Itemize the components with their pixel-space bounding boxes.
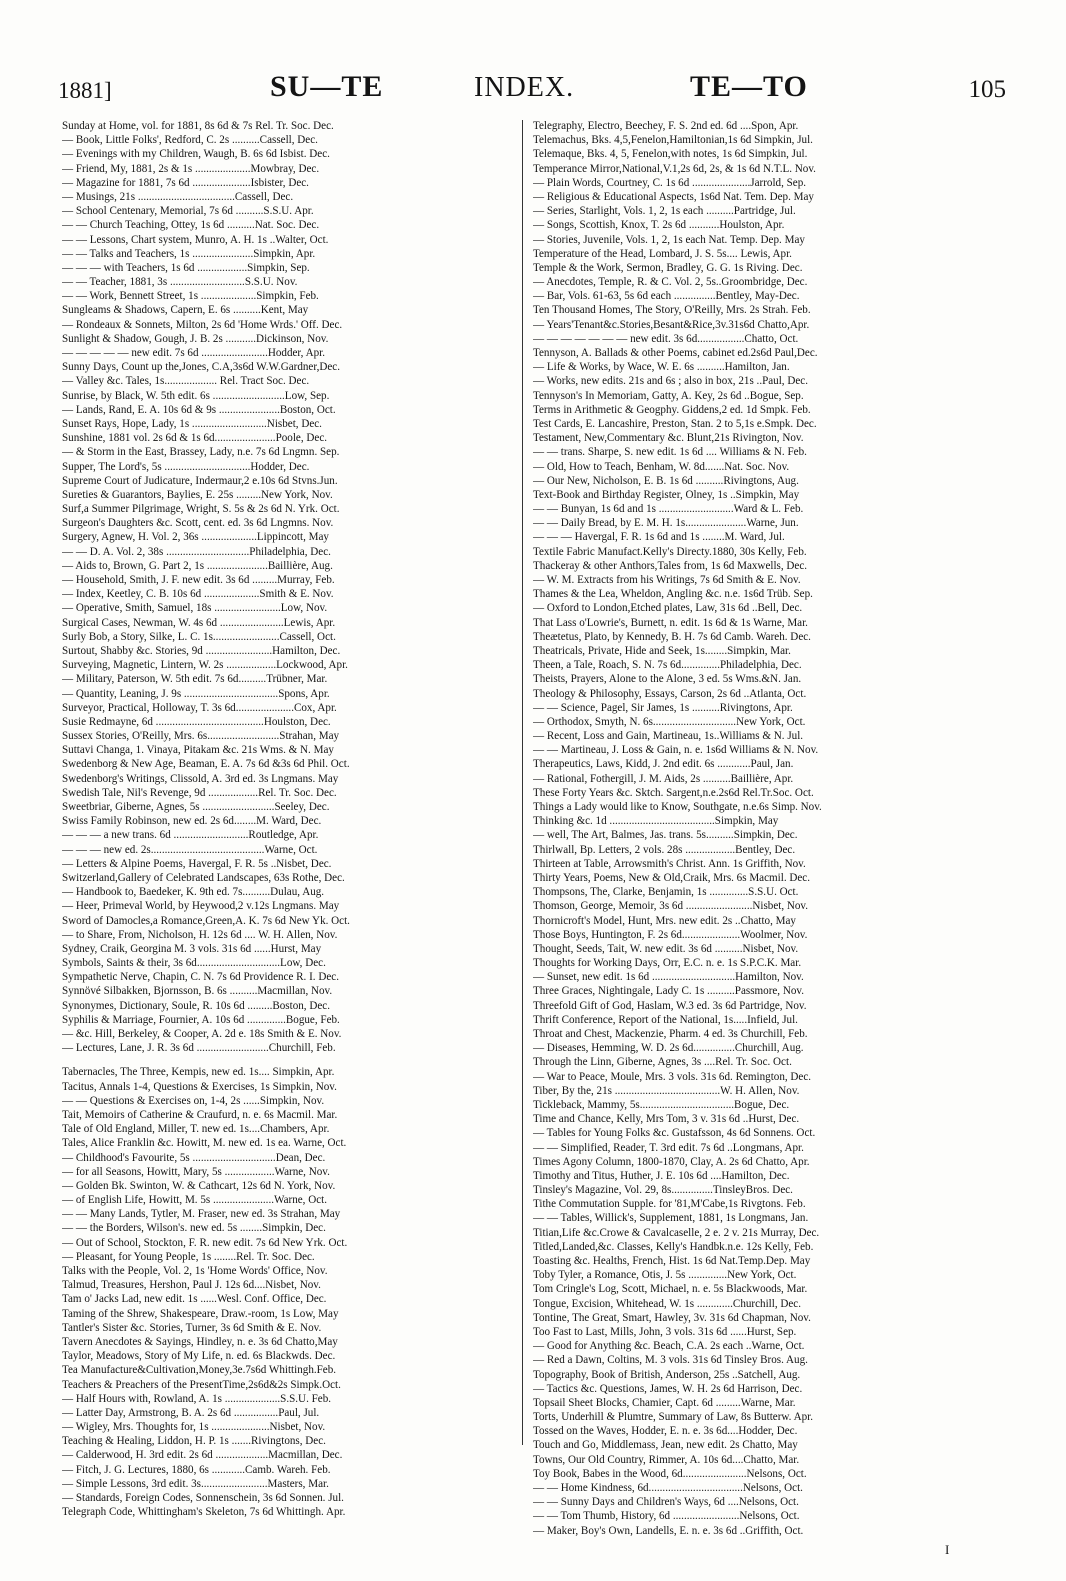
index-entry: — Rational, Fothergill, J. M. Aids, 2s ..........Baillière, Apr.: [533, 772, 794, 785]
index-entry: — Wigley, Mrs. Thoughts for, 1s .....................Nisbet, Nov.: [62, 1421, 326, 1434]
index-entry: — Quantity, Leaning, J. 9s ..................................Spons, Apr.: [62, 687, 330, 700]
index-entry: — Lectures, Lane, J. R. 3s 6d ..........................Churchill, Feb.: [62, 1042, 336, 1055]
index-entry: Theætetus, Plato, by Kennedy, B. H. 7s 6d Camb. Wareh. Dec.: [533, 630, 811, 643]
index-entry: Ten Thousand Homes, The Story, O'Reilly, Mrs. 2s Strah. Feb.: [533, 304, 811, 317]
index-entry: — Series, Starlight, Vols. 1, 2, 1s each ..........Partridge, Jul.: [533, 205, 796, 218]
index-entry: Times Agony Column, 1800-1870, Clay, A. 2s 6d Chatto, Apr.: [533, 1155, 810, 1168]
index-entry: — — Church Teaching, Ottey, 1s 6d ..........Nat. Soc. Dec.: [62, 219, 320, 232]
index-entry: — Works, new edits. 21s and 6s ; also in box, 21s ..Paul, Dec.: [533, 375, 808, 388]
index-entry: — Household, Smith, J. F. new edit. 3s 6d .........Murray, Feb.: [62, 574, 335, 586]
index-entry: Switzerland,Gallery of Celebrated Landscapes, 63s Rothe, Dec.: [62, 871, 345, 884]
index-entry: — Sunset, new edit. 1s 6d ..............................Hamilton, Nov.: [533, 971, 804, 984]
index-entry: Telemachus, Bks. 4,5,Fenelon,Hamiltonian,1s 6d Simpkin, Jul.: [533, 134, 813, 147]
index-entry: Teaching & Healing, Liddon, H. P. 1s .......Rivingtons, Dec.: [62, 1435, 326, 1448]
index-entry: — — — — — new edit. 7s 6d ........................Hodder, Apr.: [62, 347, 326, 359]
index-entry: Swedish Tale, Nil's Revenge, 9d ..................Rel. Tr. Soc. Dec.: [62, 786, 337, 799]
index-entry: Tossed on the Waves, Hodder, E. n. e. 3s 6d....Hodder, Dec.: [533, 1425, 798, 1438]
index-entry: — &c. Hill, Berkeley, & Cooper, A. 2d e. 18s Smith & E. Nov.: [62, 1028, 342, 1040]
index-entry: Tickleback, Mammy, 5s..................................Bogue, Dec.: [533, 1098, 790, 1111]
index-entry: Tabernacles, The Three, Kempis, new ed. 1s.... Simpkin, Apr.: [62, 1066, 335, 1079]
index-entry: Surveyor, Practical, Holloway, T. 3s 6d.....................Cox, Apr.: [62, 701, 337, 714]
index-entry: Surtout, Shabby &c. Stories, 9d ........................Hamilton, Dec.: [62, 644, 341, 657]
index-entry: Topography, Book of British, Anderson, 25s ..Satchell, Aug.: [533, 1368, 801, 1381]
index-entry: — — Lessons, Chart system, Munro, A. H. 1s ..Walter, Oct.: [62, 233, 329, 246]
left-section-su: [62, 119, 512, 1055]
index-entry: Taylor, Meadows, Story of My Life, n. ed. 6s Blackwds. Dec.: [62, 1350, 336, 1363]
index-entry: — — — a new trans. 6d ...........................Routledge, Apr.: [62, 829, 319, 842]
index-entry: These Forty Years &c. Sktch. Sargent,n.e.2s6d Rel.Tr.Soc. Oct.: [533, 786, 814, 799]
index-entry: Sydney, Craik, Georgina M. 3 vols. 31s 6d ......Hurst, May: [62, 942, 322, 955]
index-entry: — Calderwood, H. 3rd edit. 2s 6d ...................Macmillan, Dec.: [62, 1449, 343, 1462]
index-entry: Tantler's Sister &c. Stories, Turner, 3s 6d Smith & E. Nov.: [62, 1321, 322, 1334]
index-entry: Sunrise, by Black, W. 5th edit. 6s ..........................Low, Sep.: [62, 389, 330, 402]
index-entry: Tennyson's In Memoriam, Gatty, A. Key, 2s 6d ..Bogue, Sep.: [533, 389, 804, 402]
page-header: [58, 70, 1006, 114]
index-entry: — Diseases, Hemming, W. D. 2s 6d...............Churchill, Aug.: [533, 1042, 804, 1055]
index-entry: Thomson, George, Memoir, 3s 6d ........................Nisbet, Nov.: [533, 900, 809, 913]
index-entry: Tales, Alice Franklin &c. Howitt, M. new ed. 1s ea. Warne, Oct.: [62, 1137, 347, 1150]
index-entry: Temple & the Work, Sermon, Bradley, G. G. 1s Riving. Dec.: [533, 261, 803, 274]
index-entry: Thackeray & other Anthors,Tales from, 1s 6d Maxwells, Dec.: [533, 559, 808, 572]
index-entry: — Handbook to, Baedeker, K. 9th ed. 7s..........Dulau, Aug.: [62, 886, 325, 899]
index-entry: Those Boys, Huntington, F. 2s 6d.....................Woolmer, Nov.: [533, 928, 808, 941]
index-entry: — — Sunny Days and Children's Ways, 6d ....Nelsons, Oct.: [533, 1496, 799, 1509]
index-entry: — Plain Words, Courtney, C. 1s 6d .....................Jarrold, Sep.: [533, 176, 807, 189]
index-entry: Thames & the Lea, Wheldon, Angling &c. n.e. 1s6d Trüb. Sep.: [533, 588, 813, 601]
index-entry: — Anecdotes, Temple, R. & C. Vol. 2, 5s..Groombridge, Dec.: [533, 276, 808, 289]
index-entry: Surly Bob, a Story, Silke, L. C. 1s........................Cassell, Oct.: [62, 630, 336, 643]
index-entry: Towns, Our Old Country, Rimmer, A. 10s 6d....Chatto, Mar.: [533, 1453, 800, 1466]
index-entry: — Childhood's Favourite, 5s ..............................Dean, Dec.: [62, 1151, 326, 1164]
index-entry: — Magazine for 1881, 7s 6d .....................Isbister, Dec.: [62, 176, 309, 189]
index-entry: Timothy and Titus, Huther, J. E. 10s 6d ....Hamilton, Dec.: [533, 1169, 790, 1182]
index-entry: Tam o' Jacks Lad, new edit. 1s ......Wesl. Conf. Office, Dec.: [62, 1293, 327, 1306]
index-entry: Tithe Commutation Supple. for '81,M'Cabe,1s Rivgtons. Feb.: [533, 1198, 806, 1211]
index-entry: Testament, New,Commentary &c. Blunt,21s Rivington, Nov.: [533, 432, 804, 445]
index-entry: Theatricals, Private, Hide and Seek, 1s........Simpkin, Mar.: [533, 644, 791, 657]
index-entry: — — Tables, Willick's, Supplement, 1881, 1s Longmans, Jan.: [533, 1212, 809, 1225]
signature-mark: I: [945, 1542, 950, 1557]
index-entry: Suttavi Changa, 1. Vinaya, Pitakam &c. 21s Wms. & N. May: [62, 744, 334, 757]
index-entry: — Index, Keetley, C. B. 10s 6d ....................Smith & E. Nov.: [62, 588, 334, 601]
right-column: [533, 119, 995, 1538]
index-entry: Swiss Family Robinson, new ed. 2s 6d........M. Ward, Dec.: [62, 815, 322, 828]
index-entry: Sussex Stories, O'Reilly, Mrs. 6s..........................Strahan, May: [62, 730, 340, 743]
index-entry: — Fitch, J. G. Lectures, 1880, 6s ............Camb. Wareh. Feb.: [62, 1463, 331, 1476]
header-title: INDEX.: [474, 72, 575, 103]
index-entry: — Recent, Loss and Gain, Martineau, 1s..Williams & N. Jul.: [533, 730, 804, 743]
index-entry: Toy Book, Babes in the Wood, 6d.......................Nelsons, Oct.: [533, 1467, 807, 1480]
index-entry: Sunset Rays, Hope, Lady, 1s ...........................Nisbet, Dec.: [62, 417, 322, 430]
index-entry: — School Centenary, Memorial, 7s 6d ..........S.S.U. Apr.: [62, 205, 314, 218]
index-entry: — — — Havergal, F. R. 1s 6d and 1s ........M. Ward, Jul.: [533, 531, 785, 544]
index-entry: Sunny Days, Count up the,Jones, C.A,3s6d W.W.Gardner,Dec.: [62, 361, 341, 374]
index-entry: Supper, The Lord's, 5s ...............................Hodder, Dec.: [62, 460, 310, 473]
index-entry: Time and Chance, Kelly, Mrs Tom, 3 v. 31s 6d ..Hurst, Dec.: [533, 1113, 800, 1126]
index-entry: — Latter Day, Armstrong, B. A. 2s 6d ................Paul, Jul.: [62, 1406, 320, 1419]
section-gap: [62, 1055, 512, 1065]
index-entry: Tavern Anecdotes & Sayings, Hindley, n. e. 3s 6d Chatto,May: [62, 1335, 338, 1348]
index-entry: Telegraphy, Electro, Beechey, F. S. 2nd ed. 6d ....Spon, Apr.: [533, 120, 799, 132]
index-entry: Thompsons, The, Clarke, Benjamin, 1s ..............S.S.U. Oct.: [533, 886, 799, 899]
index-entry: Surf,a Summer Pilgrimage, Wright, S. 5s & 2s 6d N. Yrk. Oct.: [62, 503, 340, 516]
index-entry: Titled,Landed,&c. Classes, Kelly's Handbk.n.e. 12s Kelly, Feb.: [533, 1240, 814, 1253]
index-entry: — Orthodox, Smyth, N. 6s..............................New York, Oct.: [533, 715, 806, 728]
index-entry: Tacitus, Annals 1-4, Questions & Exercises, 1s Simpkin, Nov.: [62, 1080, 337, 1093]
index-entry: — — — — — — — new edit. 3s 6d.................Chatto, Oct.: [533, 332, 799, 345]
index-entry: — well, The Art, Balmes, Jas. trans. 5s..........Simpkin, Dec.: [533, 829, 798, 842]
index-entry: — Red a Dawn, Coltins, M. 3 vols. 31s 6d Tinsley Bros. Aug.: [533, 1354, 808, 1367]
index-entry: — — — new ed. 2s.........................................Warne, Oct.: [62, 843, 318, 856]
index-entry: — of English Life, Howitt, M. 5s ......................Warne, Oct.: [62, 1194, 328, 1207]
index-entry: Text-Book and Birthday Register, Olney, 1s ..Simpkin, May: [533, 488, 800, 501]
index-entry: Symbols, Saints & their, 3s 6d..............................Low, Dec.: [62, 957, 326, 970]
index-entry: Tea Manufacture&Cultivation,Money,3e.7s6d Whittingh.Feb.: [62, 1364, 337, 1377]
index-entry: — Tactics &c. Questions, James, W. H. 2s 6d Harrison, Dec.: [533, 1382, 803, 1395]
index-entry: Thornicroft's Model, Hunt, Mrs. new edit. 2s ..Chatto, May: [533, 914, 796, 927]
index-entry: Sunlight & Shadow, Gough, J. B. 2s ...........Dickinson, Nov.: [62, 332, 329, 345]
index-entry: Theen, a Tale, Roach, S. N. 7s 6d..............Philadelphia, Dec.: [533, 659, 802, 672]
index-entry: Tiber, By the, 21s ......................................W. H. Allen, Nov.: [533, 1084, 800, 1097]
index-entry: Too Fast to Last, Mills, John, 3 vols. 31s 6d ......Hurst, Sep.: [533, 1325, 797, 1338]
index-entry: Threefold Gift of God, Haslam, W.3 ed. 3s 6d Partridge, Nov.: [533, 999, 807, 1012]
index-entry: Tontine, The Great, Smart, Hawley, 3v. 31s 6d Chapman, Nov.: [533, 1311, 811, 1324]
index-entry: — Musings, 21s ...................................Cassell, Dec.: [62, 190, 294, 203]
left-column: [62, 119, 512, 1519]
index-entry: — Old, How to Teach, Benham, W. 8d.......Nat. Soc. Nov.: [533, 460, 790, 473]
index-entry: — Pleasant, for Young People, 1s ........Rel. Tr. Soc. Dec.: [62, 1250, 315, 1263]
index-entry: Tongue, Excision, Whitehead, W. 1s .............Churchill, Dec.: [533, 1297, 801, 1310]
index-entry: Supreme Court of Judicature, Indermaur,2 e.10s 6d Stvns.Jun.: [62, 474, 338, 487]
index-entry: — Good for Anything &c. Beach, C.A. 2s each ..Warne, Oct.: [533, 1340, 805, 1353]
index-entry: — — Daily Bread, by E. M. H. 1s......................Warne, Jun.: [533, 517, 799, 530]
index-entry: Sureties & Guarantors, Baylies, E. 25s .........New York, Nov.: [62, 488, 333, 501]
index-entry: Swedenborg & New Age, Beaman, E. A. 7s 6d &3s 6d Phil. Oct.: [62, 758, 350, 771]
index-entry: Thrift Conference, Report of the National, 1s.....Infield, Jul.: [533, 1013, 798, 1026]
index-entry: — Bar, Vols. 61-63, 5s 6d each ...............Bentley, May-Dec.: [533, 290, 800, 303]
index-entry: Thirlwall, Bp. Letters, 2 vols. 28s ..................Bentley, Dec.: [533, 843, 796, 856]
index-entry: Surgeon's Daughters &c. Scott, cent. ed. 3s 6d Lngmns. Nov.: [62, 517, 334, 530]
index-entry: — — Tom Thumb, History, 6d ........................Nelsons, Oct.: [533, 1510, 800, 1523]
index-entry: Textile Fabric Manufact.Kelly's Directy.1880, 30s Kelly, Feb.: [533, 545, 807, 558]
index-entry: — Heer, Primeval World, by Heywood,2 v.12s Lngmans. May: [62, 900, 340, 913]
index-entry: Thirty Years, Poems, New & Old,Craik, Mrs. 6s Macmil. Dec.: [533, 871, 811, 884]
index-entry: Sungleams & Shadows, Capern, E. 6s ..........Kent, May: [62, 304, 309, 317]
index-entry: Torts, Underhill & Plumtre, Summary of Law, 8s Butterw. Apr.: [533, 1411, 814, 1424]
left-section-ta: [62, 1065, 512, 1519]
index-entry: — Oxford to London,Etched plates, Law, 31s 6d ..Bell, Dec.: [533, 602, 803, 615]
index-entry: Talmud, Treasures, Hershon, Paul J. 12s 6d....Nisbet, Nov.: [62, 1279, 321, 1292]
index-entry: Telegraph Code, Whittingham's Skeleton, 7s 6d Whittingh. Apr.: [62, 1506, 346, 1519]
index-entry: — Simple Lessons, 3rd edit. 3s........................Masters, Mar.: [62, 1477, 329, 1490]
header-year: 1881]: [58, 78, 112, 103]
index-entry: — Military, Paterson, W. 5th edit. 7s 6d..........Trübner, Mar.: [62, 673, 328, 686]
index-entry: — — — with Teachers, 1s 6d ..................Simpkin, Sep.: [62, 261, 310, 274]
index-entry: Test Cards, E. Lancashire, Preston, Stan. 2 to 5,1s e.Smpk. Dec.: [533, 417, 817, 430]
index-entry: — Songs, Scottish, Knox, T. 2s 6d ...........Houlston, Apr.: [533, 219, 785, 232]
index-entry: Sunshine, 1881 vol. 2s 6d & 1s 6d......................Poole, Dec.: [62, 432, 328, 445]
index-entry: Taming of the Shrew, Shakespeare, Draw.-room, 1s Low, May: [62, 1307, 339, 1320]
index-entry: — — Home Kindness, 6d..................................Nelsons, Oct.: [533, 1482, 803, 1494]
index-entry: Toasting &c. Healths, French, Hist. 1s 6d Nat.Temp.Dep. May: [533, 1255, 811, 1267]
index-entry: Theology & Philosophy, Essays, Carson, 2s 6d ..Atlanta, Oct.: [533, 687, 807, 700]
index-entry: Titian,Life &c.Crowe & Cavalcaselle, 2 e. 2 v. 21s Murray, Dec.: [533, 1226, 820, 1239]
index-entry: Tennyson, A. Ballads & other Poems, cabinet ed.2s6d Paul,Dec.: [533, 347, 818, 359]
index-entry: — War to Peace, Moule, Mrs. 3 vols. 31s 6d. Remington, Dec.: [533, 1070, 812, 1083]
index-entry: Tinsley's Magazine, Vol. 29, 8s...............TinsleyBros. Dec.: [533, 1184, 793, 1197]
index-entry: — Aids to, Brown, G. Part 2, 1s ......................Baillière, Aug.: [62, 559, 333, 572]
index-entry: Sweetbriar, Giberne, Agnes, 5s ..........................Seeley, Dec.: [62, 801, 330, 813]
index-entry: — Rondeaux & Sonnets, Milton, 2s 6d 'Home Wrds.' Off. Dec.: [62, 318, 343, 331]
index-entry: Tait, Memoirs of Catherine & Craufurd, n. e. 6s Macmil. Mar.: [62, 1108, 338, 1121]
index-entry: — — Teacher, 1881, 3s ...........................S.S.U. Nov.: [62, 276, 298, 289]
index-entry: — Religious & Educational Aspects, 1s6d Nat. Tem. Dep. May: [533, 190, 814, 203]
index-entry: Sword of Damocles,a Romance,Green,A. K. 7s 6d New Yk. Oct.: [62, 914, 350, 927]
index-entry: Swedenborg's Writings, Clissold, A. 3rd ed. 3s Lngmans. May: [62, 772, 339, 785]
index-entry: — Operative, Smith, Samuel, 18s ........................Low, Nov.: [62, 602, 328, 615]
index-entry: — Valley &c. Tales, 1s................... Rel. Tract Soc. Dec.: [62, 375, 310, 388]
index-entry: — — D. A. Vol. 2, 38s ..............................Philadelphia, Dec.: [62, 545, 331, 558]
index-entry: — — Questions & Exercises on, 1-4, 2s ......Simpkin, Nov.: [62, 1094, 325, 1107]
index-entry: Teachers & Preachers of the PresentTime,2s6d&2s Simpk.Oct.: [62, 1378, 341, 1391]
index-entry: Theists, Prayers, Alone to the Alone, 3 ed. 5s Wms.&N. Jan.: [533, 673, 802, 686]
index-entry: — Years'Tenant&c.Stories,Besant&Rice,3v.31s6d Chatto,Apr.: [533, 318, 810, 331]
index-entry: — Tables for Young Folks &c. Gustafsson, 4s 6d Sonnens. Oct.: [533, 1127, 816, 1140]
column-divider: [522, 120, 523, 1445]
index-entry: Thinking &c. 1d ......................................Simpkin, May: [533, 815, 779, 828]
index-entry: Thirteen at Table, Arrowsmith's Christ. Ann. 1s Griffith, Nov.: [533, 857, 806, 870]
index-entry: Surgery, Agnew, H. Vol. 2, 36s ....................Lippincott, May: [62, 531, 329, 544]
index-entry: — — Martineau, J. Loss & Gain, n. e. 1s6d Williams & N. Nov.: [533, 744, 819, 757]
header-right-range: TE—TO: [690, 70, 808, 103]
index-entry: Syphilis & Marriage, Fournier, A. 10s 6d ..............Bogue, Feb.: [62, 1013, 340, 1026]
index-entry: — Standards, Foreign Codes, Sonnenschein, 3s 6d Sonnen. Jul.: [62, 1492, 344, 1504]
index-entry: — — trans. Sharpe, S. new edit. 1s 6d .... Williams & N. Feb.: [533, 446, 807, 459]
right-section-te-to: [533, 119, 995, 1538]
index-entry: — Friend, My, 1881, 2s & 1s ....................Mowbray, Dec.: [62, 162, 320, 175]
index-entry: — — Simplified, Reader, T. 3rd edit. 7s 6d ..Longmans, Apr.: [533, 1141, 804, 1154]
index-entry: Synnövé Silbakken, Bjornsson, B. 6s ..........Macmillan, Nov.: [62, 985, 333, 998]
index-entry: Tom Cringle's Log, Scott, Michael, n. e. 5s Blackwoods, Mar.: [533, 1283, 808, 1296]
index-entry: — & Storm in the East, Brassey, Lady, n.e. 7s 6d Lngmn. Sep.: [62, 446, 340, 459]
index-entry: — Stories, Juvenile, Vols. 1, 2, 1s each Nat. Temp. Dep. May: [533, 233, 805, 246]
index-entry: Through the Linn, Giberne, Agnes, 3s ....Rel. Tr. Soc. Oct.: [533, 1056, 792, 1069]
index-entry: — W. M. Extracts from his Writings, 7s 6d Smith & E. Nov.: [533, 574, 801, 586]
index-entry: Susie Redmayne, 6d .......................................Houlston, Dec.: [62, 715, 331, 728]
index-entry: — Life & Works, by Wace, W. E. 6s ..........Hamilton, Jan.: [533, 361, 790, 374]
index-entry: — Maker, Boy's Own, Landells, E. n. e. 3s 6d ..Griffith, Oct.: [533, 1524, 804, 1537]
page-number: 105: [968, 76, 1006, 103]
index-entry: — Lands, Rand, E. A. 10s 6d & 9s ......................Boston, Oct.: [62, 403, 336, 416]
index-entry: — Letters & Alpine Poems, Havergal, F. R. 5s ..Nisbet, Dec.: [62, 857, 332, 870]
index-entry: Telemaque, Bks. 4, 5, Fenelon,with notes, 1s 6d Simpkin, Jul.: [533, 148, 808, 161]
index-entry: — Half Hours with, Rowland, A. 1s ....................S.S.U. Feb.: [62, 1392, 332, 1405]
index-entry: — — Science, Pagel, Sir James, 1s ..........Rivingtons, Apr.: [533, 701, 793, 714]
index-entry: Thoughts for Working Days, Orr, E.C. n. e. 1s S.P.C.K. Mar.: [533, 957, 802, 970]
index-entry: Synonymes, Dictionary, Soule, R. 10s 6d .........Boston, Dec.: [62, 999, 330, 1012]
index-entry: Surgical Cases, Newman, W. 4s 6d .......................Lewis, Apr.: [62, 616, 336, 629]
index-entry: — — the Borders, Wilson's. new ed. 5s ........Simpkin, Dec.: [62, 1222, 326, 1235]
index-entry: Sympathetic Nerve, Chapin, C. N. 7s 6d Providence R. I. Dec.: [62, 971, 339, 984]
index-entry: Tale of Old England, Miller, T. new ed. 1s....Chambers, Apr.: [62, 1123, 330, 1136]
index-entry: Touch and Go, Middlemass, Jean, new edit. 2s Chatto, May: [533, 1439, 798, 1452]
index-entry: — — Talks and Teachers, 1s ......................Simpkin, Apr.: [62, 247, 316, 260]
index-entry: Sunday at Home, vol. for 1881, 8s 6d & 7s Rel. Tr. Soc. Dec.: [62, 120, 334, 132]
index-entry: Temperance Mirror,National,V.1,2s 6d, 2s, & 1s 6d N.T.L. Nov.: [533, 162, 816, 175]
index-entry: Thought, Seeds, Tait, W. new edit. 3s 6d ..........Nisbet, Nov.: [533, 942, 799, 955]
index-entry: Topsail Sheet Blocks, Chamier, Capt. 6d .........Warne, Mar.: [533, 1396, 796, 1409]
index-entry: — Golden Bk. Swinton, W. & Cathcart, 12s 6d N. York, Nov.: [62, 1179, 336, 1192]
index-entry: — Book, Little Folks', Redford, C. 2s ..........Cassell, Dec.: [62, 134, 318, 147]
index-entry: — for all Seasons, Howitt, Mary, 5s ..................Warne, Nov.: [62, 1165, 330, 1178]
index-entry: Surveying, Magnetic, Lintern, W. 2s ..................Lockwood, Apr.: [62, 659, 348, 672]
index-entry: — — Bunyan, 1s 6d and 1s ...........................Ward & L. Feb.: [533, 503, 804, 516]
index-entry: Therapeutics, Laws, Kidd, J. 2nd edit. 6s ............Paul, Jan.: [533, 758, 794, 771]
index-entry: — to Share, From, Nicholson, H. 12s 6d .... W. H. Allen, Nov.: [62, 928, 338, 941]
index-entry: That Lass o'Lowrie's, Burnett, n. edit. 1s 6d & 1s Warne, Mar.: [533, 616, 808, 629]
index-entry: — — Work, Bennett Street, 1s ....................Simpkin, Feb.: [62, 290, 319, 303]
header-left-range: SU—TE: [270, 70, 384, 103]
index-entry: Temperature of the Head, Lombard, J. S. 5s.... Lewis, Apr.: [533, 247, 792, 260]
index-entry: Things a Lady would like to Know, Southgate, n.e.6s Simp. Nov.: [533, 801, 822, 813]
index-entry: — Out of School, Stockton, F. R. new edit. 7s 6d New Yrk. Oct.: [62, 1236, 348, 1249]
index-entry: — Our New, Nicholson, E. B. 1s 6d ..........Rivingtons, Aug.: [533, 474, 799, 487]
index-entry: Toby Tyler, a Romance, Otis, J. 5s ..............New York, Oct.: [533, 1269, 797, 1282]
index-entry: Three Graces, Nightingale, Lady C. 1s ..........Passmore, Nov.: [533, 985, 805, 998]
index-entry: Talks with the People, Vol. 2, 1s 'Home Words' Office, Nov.: [62, 1265, 328, 1277]
index-entry: Terms in Arithmetic & Geogphy. Giddens,2 ed. 1d Smpk. Feb.: [533, 403, 811, 416]
index-entry: Throat and Chest, Mackenzie, Pharm. 4 ed. 3s Churchill, Feb.: [533, 1028, 808, 1040]
index-entry: — Evenings with my Children, Waugh, B. 6s 6d Isbist. Dec.: [62, 148, 330, 161]
index-entry: — — Many Lands, Tytler, M. Fraser, new ed. 3s Strahan, May: [62, 1208, 341, 1221]
